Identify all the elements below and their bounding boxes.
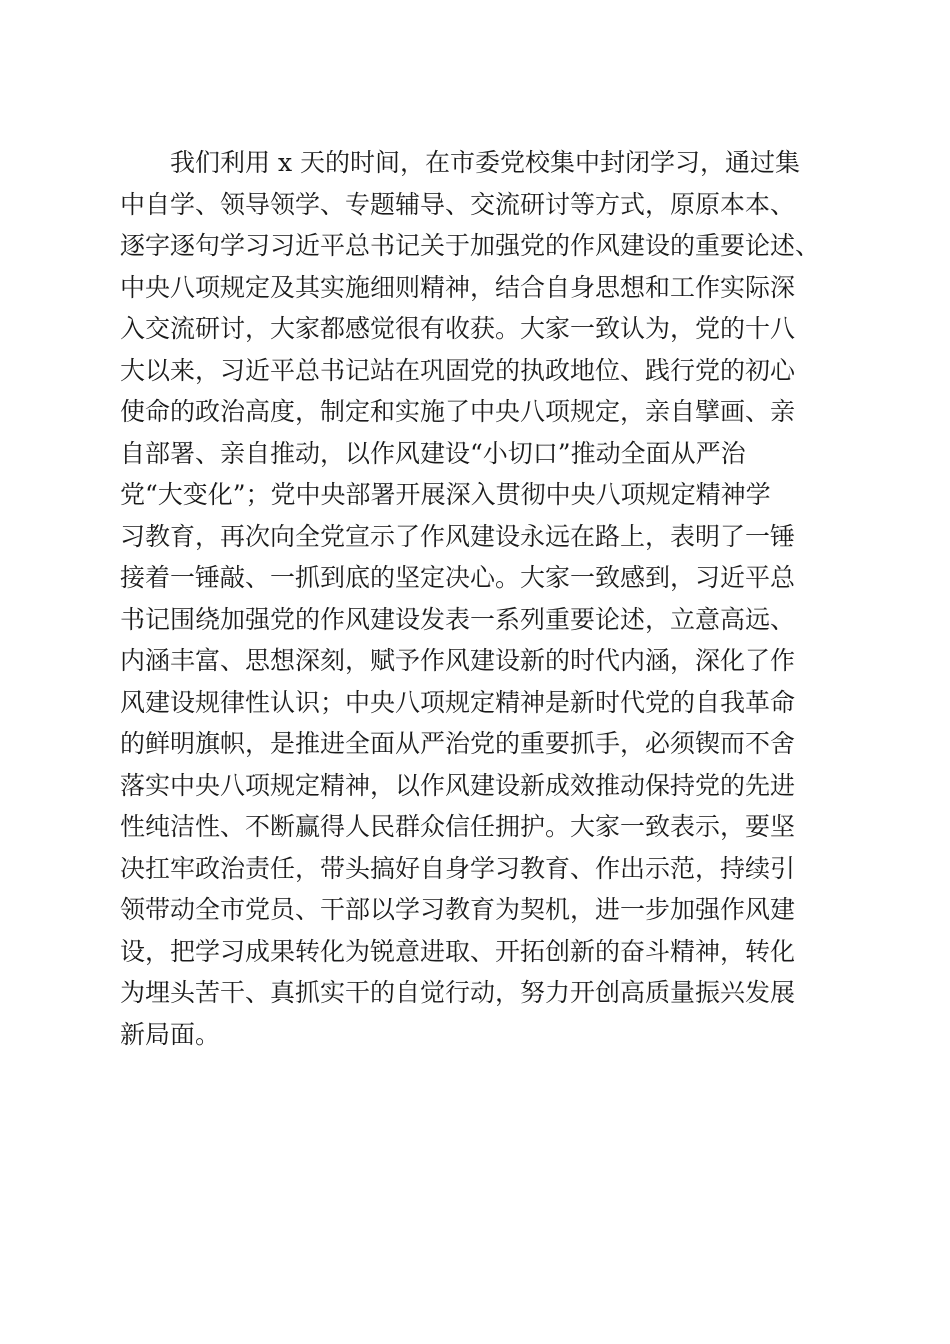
paragraph-line: 接着一锤敲、一抓到底的坚定决心。大家一致感到，习近平总	[120, 563, 796, 592]
paragraph-line: 大以来，习近平总书记站在巩固党的执政地位、践行党的初心	[120, 355, 796, 385]
paragraph-line: 入交流研讨，大家都感觉很有收获。大家一致认为，党的十八	[120, 314, 796, 343]
paragraph-line: 书记围绕加强党的作风建设发表一系列重要论述，立意高远、	[120, 604, 796, 634]
paragraph-line: 习教育，再次向全党宣示了作风建设永远在路上，表明了一锤	[120, 521, 796, 551]
body-paragraph	[120, 142, 840, 1055]
paragraph-line: 决扛牢政治责任，带头搞好自身学习教育、作出示范，持续引	[120, 853, 796, 883]
paragraph-line: 中央八项规定及其实施细则精神，结合自身思想和工作实际深	[120, 272, 796, 302]
paragraph-line: 我们利用 x 天的时间，在市委党校集中封闭学习，通过集	[120, 148, 800, 177]
paragraph-line: 使命的政治高度，制定和实施了中央八项规定，亲自擘画、亲	[120, 397, 796, 426]
paragraph-line: 落实中央八项规定精神，以作风建设新成效推动保持党的先进	[120, 770, 796, 800]
paragraph-line: 的鲜明旗帜，是推进全面从严治党的重要抓手，必须锲而不舍	[120, 729, 796, 758]
paragraph-line: 逐字逐句学习习近平总书记关于加强党的作风建设的重要论述、	[120, 231, 821, 260]
paragraph-line: 领带动全市党员、干部以学习教育为契机，进一步加强作风建	[120, 895, 796, 924]
paragraph-line: 设，把学习成果转化为锐意进取、开拓创新的奋斗精神，转化	[120, 936, 796, 966]
paragraph-line: 风建设规律性认识；中央八项规定精神是新时代党的自我革命	[120, 687, 796, 717]
paragraph-line: 党“大变化”；党中央部署开展深入贯彻中央八项规定精神学	[120, 480, 771, 509]
paragraph-line: 新局面。	[120, 1019, 221, 1049]
paragraph-line: 自部署、亲自推动，以作风建设“小切口”推动全面从严治	[120, 438, 746, 468]
paragraph-line: 性纯洁性、不断赢得人民群众信任拥护。大家一致表示，要坚	[120, 812, 796, 841]
paragraph-line: 中自学、领导领学、专题辅导、交流研讨等方式，原原本本、	[120, 189, 796, 219]
paragraph-line: 为埋头苦干、真抓实干的自觉行动，努力开创高质量振兴发展	[120, 978, 796, 1007]
paragraph-line: 内涵丰富、思想深刻，赋予作风建设新的时代内涵，深化了作	[120, 646, 796, 675]
